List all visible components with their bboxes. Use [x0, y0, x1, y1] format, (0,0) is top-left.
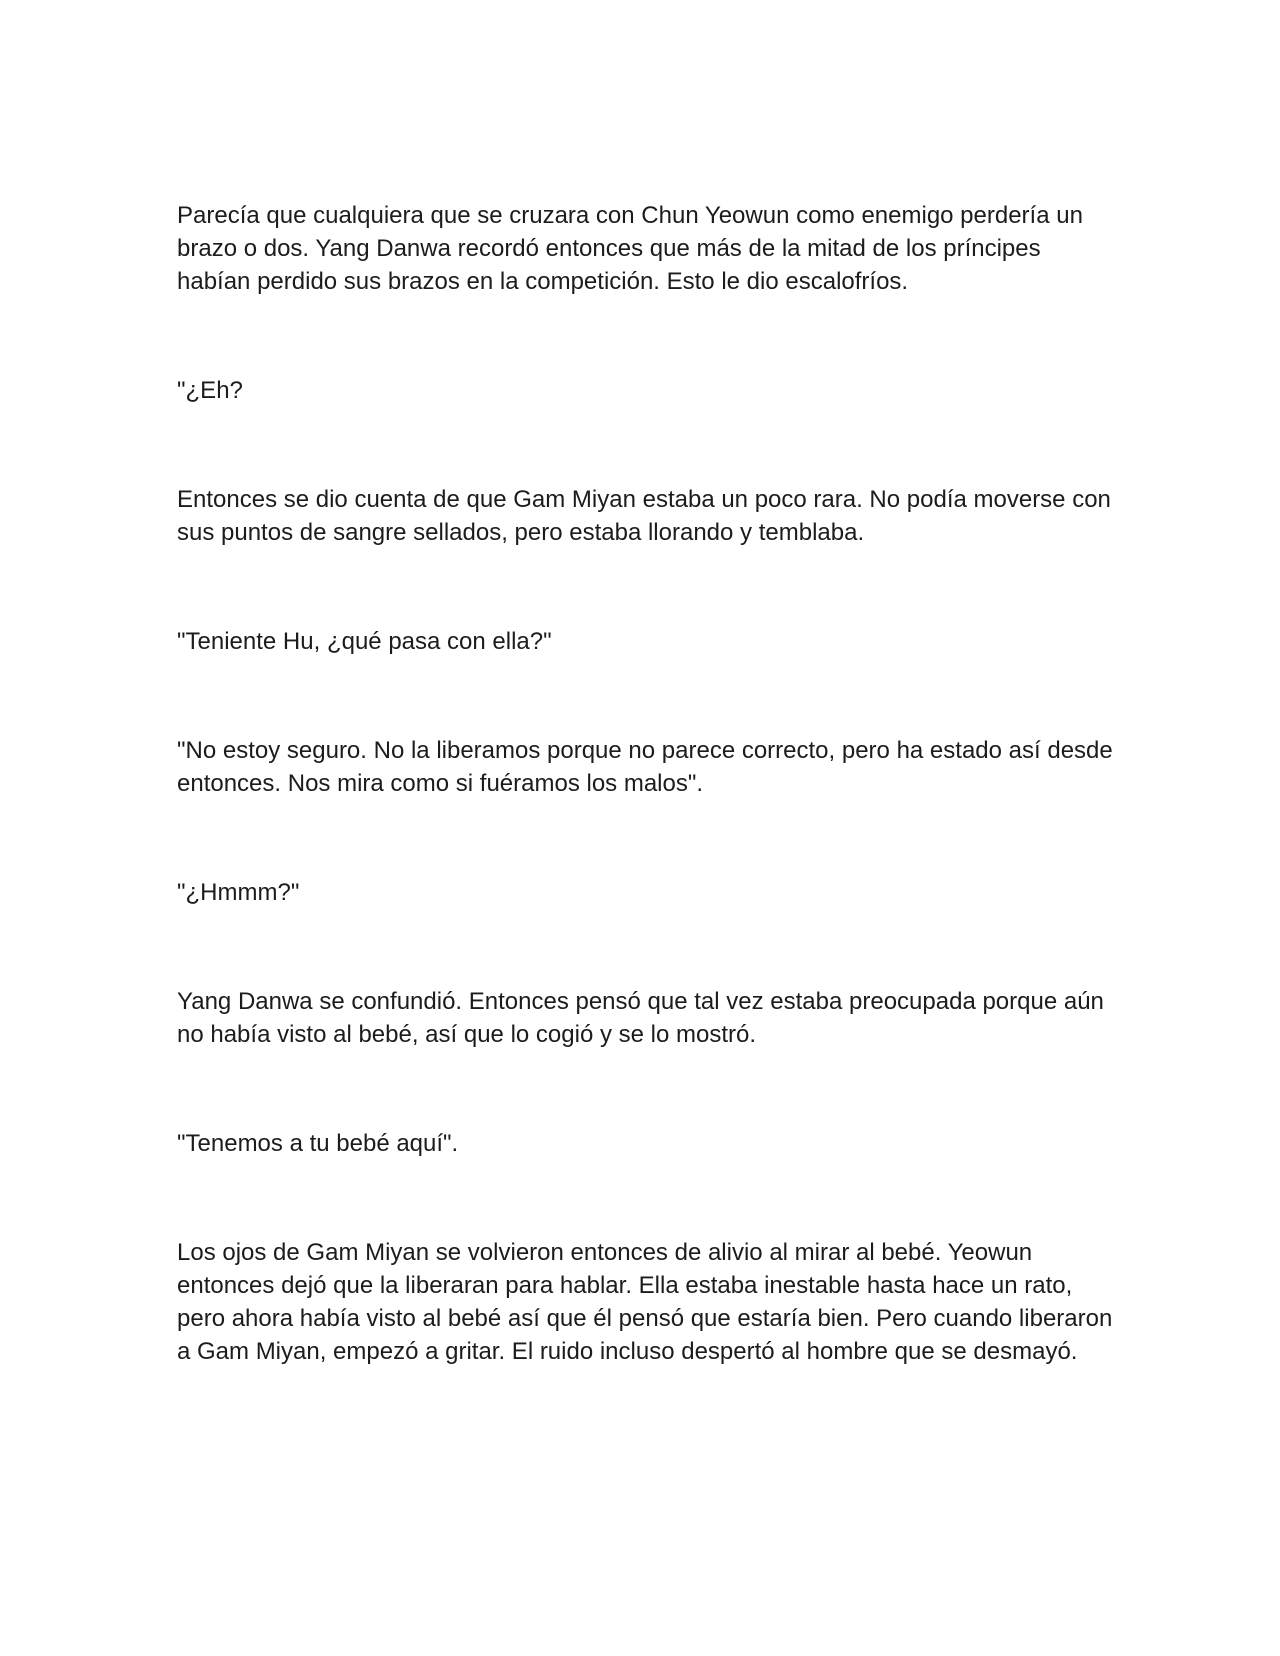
paragraph: "Tenemos a tu bebé aquí". — [177, 1130, 459, 1157]
paragraph: Los ojos de Gam Miyan se volvieron entonces de alivio al mirar al bebé. Yeowun entonces dejó que la liberaran para hablar. Ella estaba inestable hasta hace un rato, pero ahora había visto al bebé así que él pensó que estaría bien. Pero cuando liberaron a Gam Miyan, empezó a gritar. El ruido incluso despertó al hombre que se desmayó. — [177, 1239, 1113, 1365]
paragraph: "¿Hmmm?" — [177, 879, 300, 906]
paragraph: Yang Danwa se confundió. Entonces pensó que tal vez estaba preocupada porque aún no había visto al bebé, así que lo cogió y se lo mostró. — [177, 988, 1104, 1048]
paragraph: "No estoy seguro. No la liberamos porque no parece correcto, pero ha estado así desde entonces. Nos mira como si fuéramos los malos". — [177, 737, 1113, 797]
paragraph: "¿Eh? — [177, 377, 243, 404]
paragraph: "Teniente Hu, ¿qué pasa con ella?" — [177, 628, 552, 655]
document-body — [177, 199, 1117, 1368]
paragraph: Parecía que cualquiera que se cruzara con Chun Yeowun como enemigo perdería un brazo o dos. Yang Danwa recordó entonces que más de la mitad de los príncipes habían perdido sus brazos en la competición. Esto le dio escalofríos. — [177, 202, 1083, 295]
paragraph: Entonces se dio cuenta de que Gam Miyan estaba un poco rara. No podía moverse con sus puntos de sangre sellados, pero estaba llorando y temblaba. — [177, 486, 1111, 546]
